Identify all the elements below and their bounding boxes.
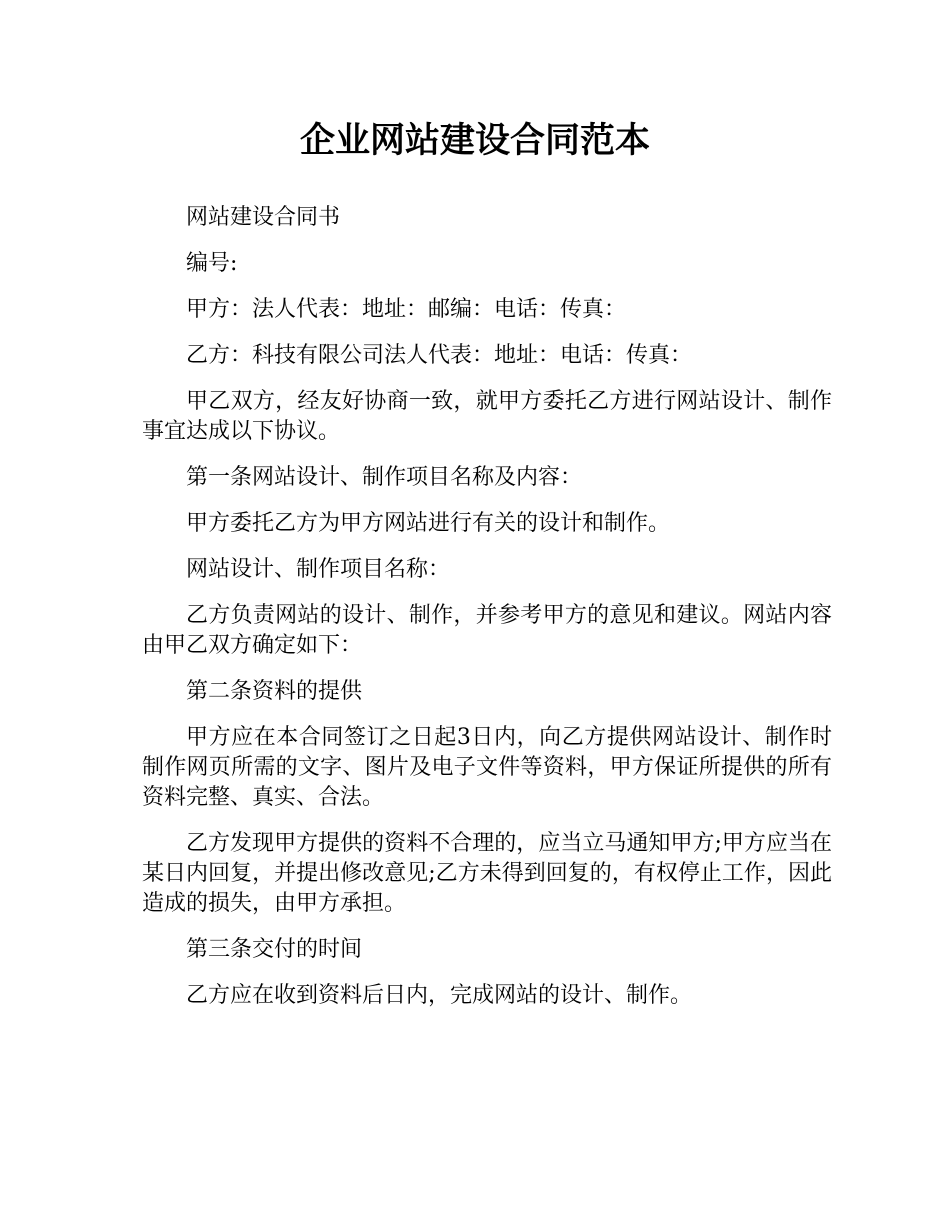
- paragraph-party-a: 甲方：法人代表：地址：邮编：电话：传真：: [186, 297, 627, 322]
- paragraph-agreement-intro: 甲乙双方，经友好协商一致，就甲方委托乙方进行网站设计、制作事宜达成以下协议。: [142, 389, 832, 444]
- paragraph-article-2-heading: 第二条资料的提供: [186, 679, 363, 704]
- paragraph-article-3-heading: 第三条交付的时间: [186, 937, 363, 962]
- paragraph-materials-issue: 乙方发现甲方提供的资料不合理的，应当立马通知甲方;甲方应当在某日内回复，并提出修改意见;乙方未得到回复的，有权停止工作，因此造成的损失，由甲方承担。: [142, 831, 832, 916]
- paragraph-project-content: 乙方负责网站的设计、制作，并参考甲方的意见和建议。网站内容由甲乙双方确定如下：: [142, 603, 832, 658]
- document-body: [142, 203, 832, 1027]
- paragraph-number: 编号:: [186, 251, 238, 276]
- paragraph-project-name: 网站设计、制作项目名称：: [186, 557, 451, 582]
- document-title: 企业网站建设合同范本: [299, 121, 650, 161]
- paragraph-party-b: 乙方：科技有限公司法人代表：地址：电话：传真：: [186, 343, 693, 368]
- paragraph-materials-supply: 甲方应在本合同签订之日起3日内，向乙方提供网站设计、制作时制作网页所需的文字、图片及电子文件等资料，甲方保证所提供的所有资料完整、真实、合法。: [142, 725, 832, 810]
- paragraph-contract-heading: 网站建设合同书: [186, 205, 341, 230]
- paragraph-article-1-heading: 第一条网站设计、制作项目名称及内容：: [186, 465, 583, 490]
- paragraph-article-1-body: 甲方委托乙方为甲方网站进行有关的设计和制作。: [186, 511, 671, 536]
- paragraph-delivery-time: 乙方应在收到资料后日内，完成网站的设计、制作。: [186, 983, 693, 1008]
